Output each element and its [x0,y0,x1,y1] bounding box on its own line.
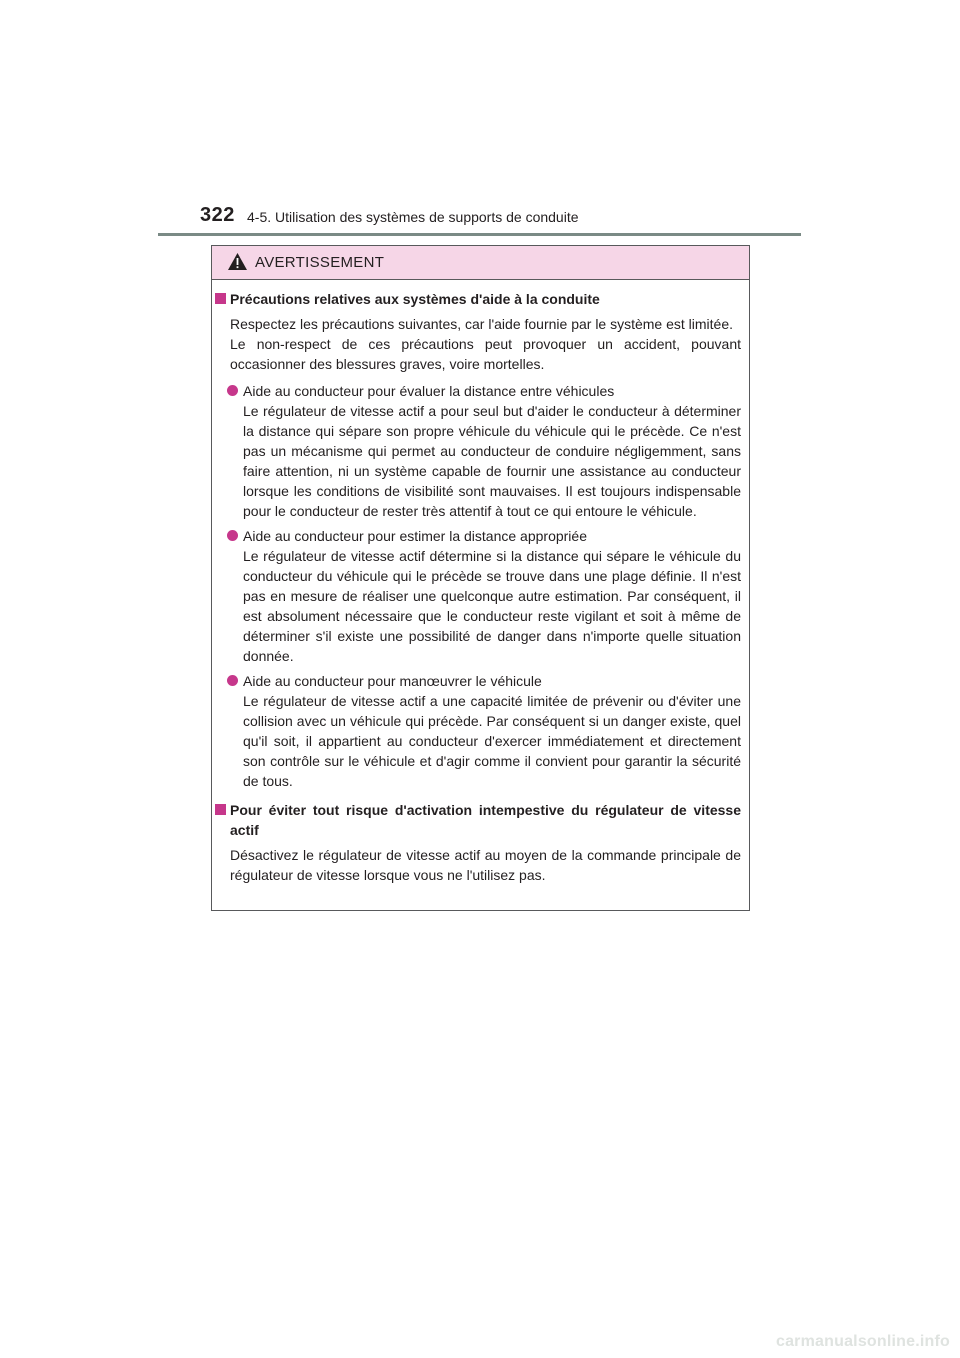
bullet-title: Aide au conducteur pour évaluer la distance entre véhicules [243,383,615,399]
header-rule [158,233,801,236]
section-paragraph: Respectez les précautions suivantes, car l'aide fournie par le système est limitée. [230,316,734,332]
warning-triangle-icon [227,252,248,271]
page-number: 322 [200,204,235,226]
bullet-item [212,526,749,666]
bullet-title: Aide au conducteur pour estimer la distance appropriée [243,528,587,544]
bullet-text: Le régulateur de vitesse actif a pour seul but d'aider le conducteur à déterminer la distance qui sépare son propre véhicule du véhicule qui le précède. Ce n'est pas un mécanisme qui permet au conducteur de conduire négligemment, sans faire attention, ni un système capable de fournir une assistance au conducteur lorsque les conditions de visibilité sont mauvaises. Il est toujours indispensable pour le conducteur de rester très attentif à tout ce qui entoure le véhicule. [243,403,741,519]
warning-box [211,245,750,911]
warning-body [212,280,749,885]
section-heading [230,289,741,309]
section-square-icon [215,804,226,815]
warning-title: AVERTISSEMENT [255,254,385,271]
bullet-dot-icon [227,385,238,396]
section-heading-text: Précautions relatives aux systèmes d'aide à la conduite [230,291,600,307]
section-heading-text: Pour éviter tout risque d'activation intempestive du régulateur de vitesse actif [230,802,741,838]
section-heading [230,800,741,840]
warning-header [212,246,749,280]
bullet-dot-icon [227,530,238,541]
warning-section [212,289,749,374]
site-watermark: carmanualsonline.info [775,1333,950,1350]
bullet-text: Le régulateur de vitesse actif détermine si la distance qui sépare le véhicule du conducteur du véhicule qui le précède se trouve dans une plage définie. Il n'est pas en mesure de réaliser une quelconque autre estimation. Par conséquent, il est absolument nécessaire que le conducteur reste vigilant et soit à même de déterminer s'il existe une possibilité de danger dans n'importe quelle situation donnée. [243,548,741,664]
bullet-text: Le régulateur de vitesse actif a une capacité limitée de prévenir ou d'éviter une collision avec un véhicule qui précède. Par conséquent si un danger existe, quel qu'il soit, il appartient au conducteur d'exercer immédiatement et directement son contrôle sur le véhicule et d'agir comme il convient pour garantir la sécurité de tous. [243,693,741,789]
warning-section [212,800,749,885]
bullet-item [212,381,749,521]
section-square-icon [215,293,226,304]
page-header [200,200,800,234]
section-title: 4-5. Utilisation des systèmes de supports de conduite [247,209,579,225]
bullet-item [212,671,749,791]
bullet-title: Aide au conducteur pour manœuvrer le véhicule [243,673,542,689]
bullet-dot-icon [227,675,238,686]
section-paragraph: Désactivez le régulateur de vitesse actif au moyen de la commande principale de régulateur de vitesse lorsque vous ne l'utilisez pas. [230,847,741,883]
section-paragraph: Le non-respect de ces précautions peut provoquer un accident, pouvant occasionner des blessures graves, voire mortelles. [230,336,741,372]
